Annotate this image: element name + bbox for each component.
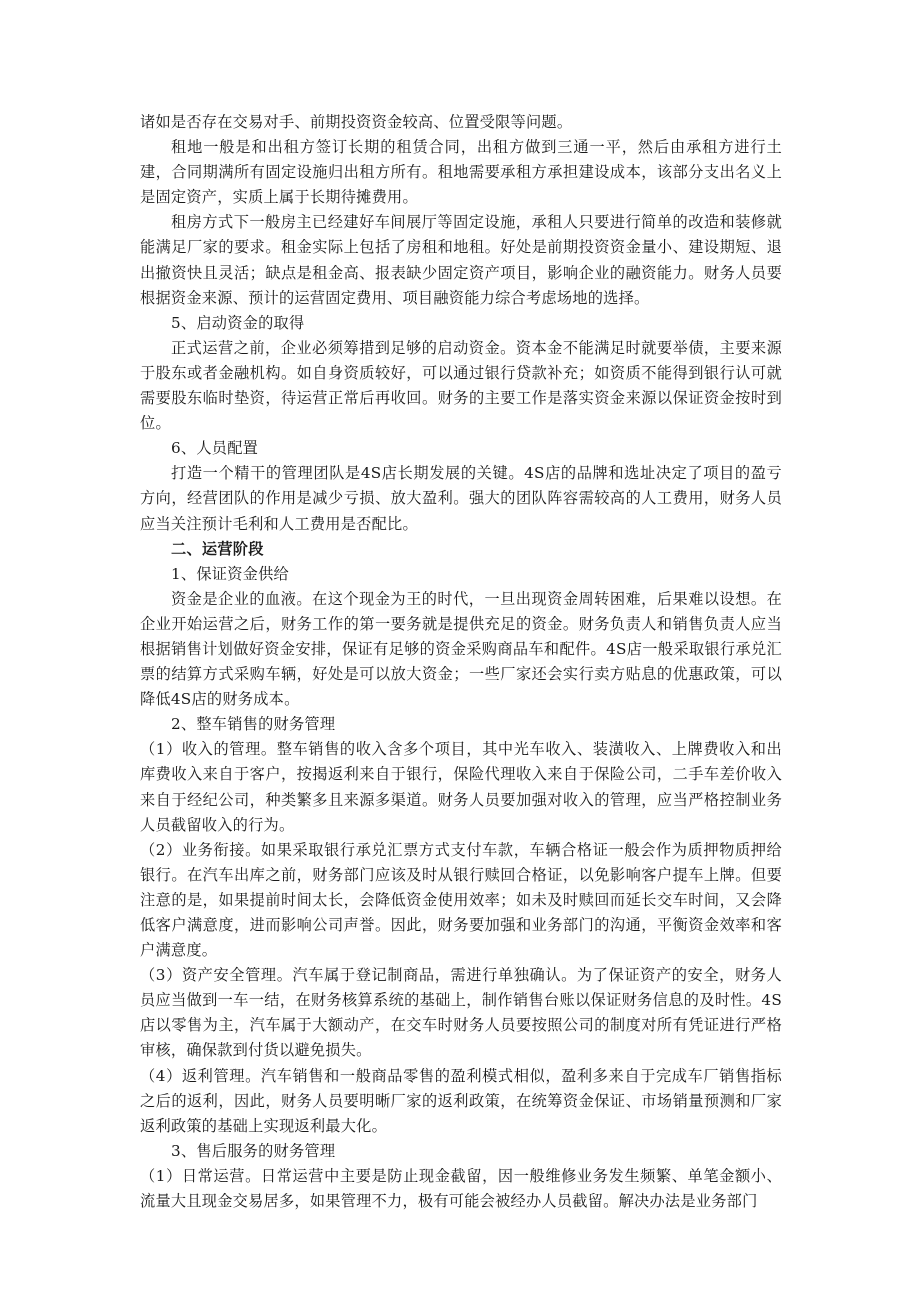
list-item: （3）资产安全管理。汽车属于登记制商品，需进行单独确认。为了保证资产的安全，财务人员应当做到一车一结，在财务核算系统的基础上，制作销售台账以保证财务信息的及时性。4S店以零售为主，汽车属于大额动产，在交车时财务人员要按照公司的制度对所有凭证进行严格审核，确保款到付货以避免损失。 [140,966,782,1060]
paragraph: 正式运营之前，企业必须筹措到足够的启动资金。资本金不能满足时就要举债，主要来源于股东或者金融机构。如自身资质较好，可以通过银行贷款补充；如资质不能得到银行认可就需要股东临时垫资，待运营正常后再收回。财务的主要工作是落实资金来源以保证资金按时到位。 [140,338,782,433]
section-heading: 2、整车销售的财务管理 [171,715,336,734]
section-heading: 3、售后服务的财务管理 [171,1141,336,1160]
section-heading: 6、人员配置 [171,439,259,458]
list-item: （2）业务衔接。如果采取银行承兑汇票方式支付车款，车辆合格证一般会作为质押物质押给银行。在汽车出库之前，财务部门应该及时从银行赎回合格证，以免影响客户提车上牌。但要注意的是，如果提前时间太长，会降低资金使用效率；如未及时赎回而延长交车时间，又会降低客户满意度，进而影响公司声誉。因此，财务要加强和业务部门的沟通，平衡资金效率和客户满意度。 [140,840,782,960]
list-item: （1）日常运营。日常运营中主要是防止现金截留，因一般维修业务发生频繁、单笔金额小、流量大且现金交易居多，如果管理不力，极有可能会被经办人员截留。解决办法是业务部门 [140,1166,782,1211]
paragraph: 打造一个精干的管理团队是4S店长期发展的关键。4S店的品牌和选址决定了项目的盈亏方向，经营团队的作用是减少亏损、放大盈利。强大的团队阵容需较高的人工费用，财务人员应当关注预计毛利和人工费用是否配比。 [140,464,782,533]
paragraph: 租房方式下一般房主已经建好车间展厅等固定设施，承租人只要进行简单的改造和装修就能满足厂家的要求。租金实际上包括了房租和地租。好处是前期投资资金量小、建设期短、退出撤资快且灵活；缺点是租金高、报表缺少固定资产项目，影响企业的融资能力。财务人员要根据资金来源、预计的运营固定费用、项目融资能力综合考虑场地的选择。 [140,213,782,307]
section-heading: 1、保证资金供给 [171,564,289,583]
list-item: （4）返利管理。汽车销售和一般商品零售的盈利模式相似，盈利多来自于完成车厂销售指标之后的返利，因此，财务人员要明晰厂家的返利政策，在统筹资金保证、市场销量预测和厂家返利政策的基础上实现返利最大化。 [140,1066,782,1135]
chapter-heading: 二、运营阶段 [171,539,264,558]
paragraph: 租地一般是和出租方签订长期的租赁合同，出租方做到三通一平，然后由承租方进行土建，合同期满所有固定设施归出租方所有。租地需要承租方承担建设成本，该部分支出名义上是固定资产，实质上属于长期待摊费用。 [140,138,782,207]
paragraph: 资金是企业的血液。在这个现金为王的时代，一旦出现资金周转困难，后果难以设想。在企业开始运营之后，财务工作的第一要务就是提供充足的资金。财务负责人和销售负责人应当根据销售计划做好资金安排，保证有足够的资金采购商品车和配件。4S店一般采取银行承兑汇票的结算方式采购车辆，好处是可以放大资金；一些厂家还会实行卖方贴息的优惠政策，可以降低4S店的财务成本。 [140,589,782,709]
paragraph: 诸如是否存在交易对手、前期投资资金较高、位置受限等问题。 [140,113,573,131]
section-heading: 5、启动资金的取得 [171,313,305,332]
document-page [140,110,782,1214]
list-item: （1）收入的管理。整车销售的收入含多个项目，其中光车收入、装潢收入、上牌费收入和出库费收入来自于客户，按揭返利来自于银行，保险代理收入来自于保险公司，二手车差价收入来自于经纪公司，种类繁多且来源多渠道。财务人员要加强对收入的管理，应当严格控制业务人员截留收入的行为。 [140,740,782,834]
